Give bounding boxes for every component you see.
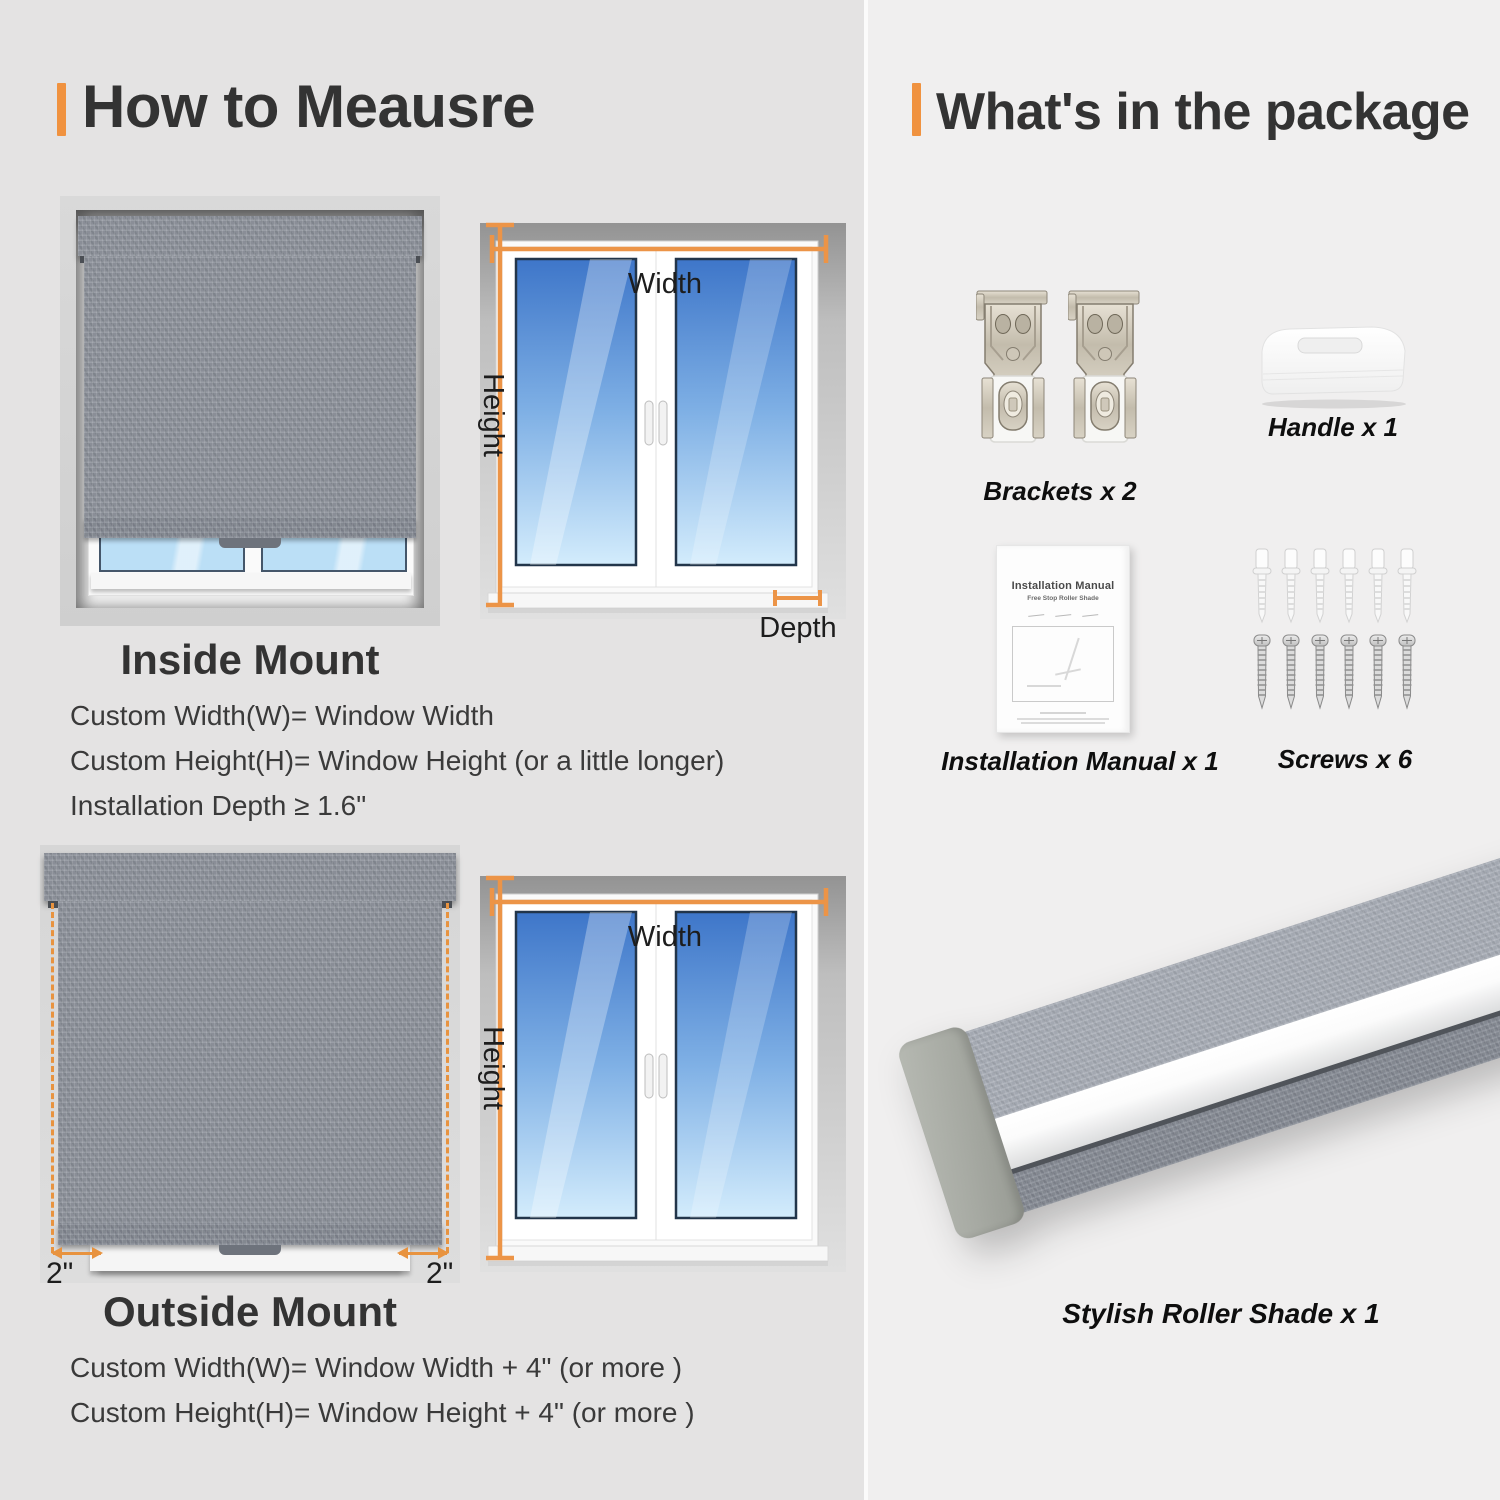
page-title-measure: How to Meausre bbox=[82, 73, 536, 140]
title-accent-bar bbox=[912, 83, 921, 136]
inside-mount-photo bbox=[60, 196, 440, 626]
manual-label: Installation Manual x 1 bbox=[941, 746, 1219, 776]
shade-valance bbox=[44, 853, 456, 901]
shade-bottom-bar bbox=[84, 518, 416, 538]
screw-icon bbox=[1367, 634, 1389, 714]
inside-mount-instructions bbox=[70, 700, 724, 835]
inside-mount-heading: Inside Mount bbox=[120, 636, 380, 683]
window-handle bbox=[645, 401, 653, 445]
height-label: Height bbox=[477, 373, 509, 457]
overhang-guide-right bbox=[446, 903, 449, 1253]
overhang-right-value: 2" bbox=[426, 1257, 454, 1290]
shade-pull-handle bbox=[219, 1245, 281, 1255]
bracket-image bbox=[976, 288, 1050, 448]
instruction-line: Installation Depth ≥ 1.6" bbox=[70, 790, 367, 821]
arrow-left-icon bbox=[397, 1247, 408, 1259]
screw-icon bbox=[1396, 634, 1418, 714]
shade-pull-handle bbox=[219, 538, 281, 548]
anchor-icon bbox=[1368, 548, 1388, 624]
page-title-package: What's in the package bbox=[936, 83, 1470, 141]
outside-mount-instructions bbox=[70, 1352, 695, 1442]
shade-fabric-panel bbox=[58, 901, 442, 1223]
arrow-right-icon bbox=[92, 1247, 103, 1259]
overhang-guide-left bbox=[51, 903, 54, 1253]
brackets-label: Brackets x 2 bbox=[983, 476, 1137, 506]
window-handle bbox=[659, 401, 667, 445]
outside-mount-measure-diagram bbox=[470, 858, 860, 1290]
handle-image bbox=[1246, 318, 1416, 410]
inside-mount-measure-diagram bbox=[470, 205, 860, 650]
handle-label: Handle x 1 bbox=[1267, 412, 1399, 442]
roller-shade-cassette-image bbox=[911, 845, 1500, 1230]
anchor-icon bbox=[1339, 548, 1359, 624]
screw-icon bbox=[1251, 634, 1273, 714]
screw-icon bbox=[1280, 634, 1302, 714]
window-handle bbox=[645, 1054, 653, 1098]
overhang-measure-right bbox=[399, 1252, 447, 1255]
width-label: Width bbox=[627, 921, 703, 953]
window-sill bbox=[91, 573, 411, 589]
overhang-left-value: 2" bbox=[46, 1257, 74, 1290]
screw-icon bbox=[1338, 634, 1360, 714]
outside-mount-heading: Outside Mount bbox=[103, 1288, 397, 1335]
anchor-icon bbox=[1310, 548, 1330, 624]
depth-label: Depth bbox=[759, 612, 837, 644]
shade-label: Stylish Roller Shade x 1 bbox=[1062, 1298, 1380, 1329]
manual-sketches bbox=[1028, 610, 1098, 618]
manual-cover-title: Installation Manual bbox=[1011, 580, 1115, 592]
shade-valance bbox=[78, 216, 422, 256]
instruction-line: Custom Width(W)= Window Width + 4" (or more ) bbox=[70, 1352, 683, 1383]
manual-diagram-box bbox=[1012, 626, 1114, 702]
shade-bottom-bar bbox=[58, 1223, 442, 1245]
bracket-image bbox=[1068, 288, 1142, 448]
overhang-measure-left bbox=[53, 1252, 101, 1255]
anchor-icon bbox=[1281, 548, 1301, 624]
height-label: Height bbox=[477, 1026, 509, 1110]
manual-cover-subtitle: Free Stop Roller Shade bbox=[1027, 595, 1099, 602]
screws-image bbox=[1251, 634, 1433, 714]
installation-manual-image bbox=[996, 545, 1130, 733]
wall-anchors-image bbox=[1252, 548, 1432, 626]
anchor-icon bbox=[1252, 548, 1272, 624]
instruction-line: Custom Width(W)= Window Width bbox=[70, 700, 494, 731]
window-recess bbox=[76, 210, 424, 608]
width-label: Width bbox=[627, 268, 703, 300]
window-sill bbox=[488, 1246, 828, 1261]
title-accent-bar bbox=[57, 83, 66, 136]
screw-icon bbox=[1309, 634, 1331, 714]
instruction-line: Custom Height(H)= Window Height (or a little longer) bbox=[70, 745, 725, 776]
screws-label: Screws x 6 bbox=[1277, 744, 1413, 774]
shade-fabric-panel bbox=[84, 256, 416, 518]
anchor-icon bbox=[1397, 548, 1417, 624]
instruction-line: Custom Height(H)= Window Height + 4" (or more ) bbox=[70, 1397, 695, 1428]
window-handle bbox=[659, 1054, 667, 1098]
outside-mount-photo bbox=[40, 845, 460, 1290]
